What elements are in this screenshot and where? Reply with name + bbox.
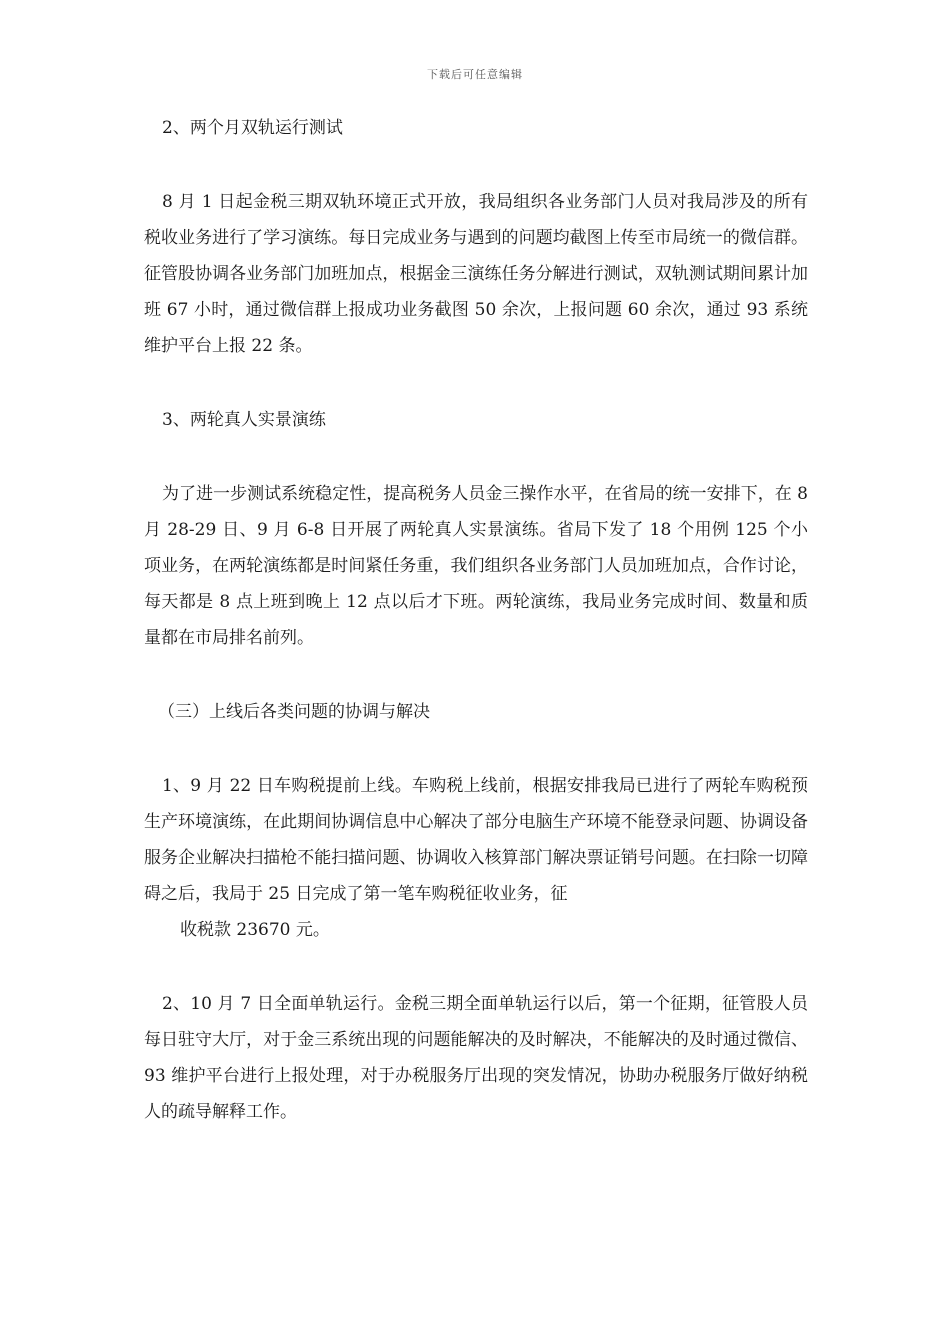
subheading-live-drill: 3、两轮真人实景演练 bbox=[162, 410, 326, 430]
subheading-dual-track-test: 2、两个月双轨运行测试 bbox=[162, 118, 343, 138]
paragraph-live-drill-details: 为了进一步测试系统稳定性，提高税务人员金三操作水平，在省局的统一安排下，在 8 月 28-29 日、9 月 6-8 日开展了两轮真人实景演练。省局下发了 18 个用例 125 个小项业务，在两轮演练都是时间紧任务重，我们组织各业务部门人员加班加点，合作讨论，每天都是 8 点上班到晚上 12 点以后才下班。两轮演练，我局业务完成时间、数量和质量都在市局排名前列。 bbox=[144, 484, 808, 648]
document-body bbox=[144, 110, 808, 1168]
paragraph-single-track-operation: 2、10 月 7 日全面单轨运行。金税三期全面单轨运行以后，第一个征期，征管股人员每日驻守大厅，对于金三系统出现的问题能解决的及时解决，不能解决的及时通过微信、93 维护平台进行上报处理，对于办税服务厅出现的突发情况，协助办税服务厅做好纳税人的疏导解释工作。 bbox=[144, 994, 808, 1122]
paragraph-vehicle-tax-amount: 收税款 23670 元。 bbox=[180, 920, 330, 940]
section-heading-issue-coordination: （三）上线后各类问题的协调与解决 bbox=[158, 702, 430, 722]
paragraph-vehicle-tax-launch: 1、9 月 22 日车购税提前上线。车购税上线前，根据安排我局已进行了两轮车购税预生产环境演练，在此期间协调信息中心解决了部分电脑生产环境不能登录问题、协调设备服务企业解决扫描枪不能扫描问题、协调收入核算部门解决票证销号问题。在扫除一切障碍之后，我局于 25 日完成了第一笔车购税征收业务，征 bbox=[144, 776, 808, 904]
paragraph-dual-track-details: 8 月 1 日起金税三期双轨环境正式开放，我局组织各业务部门人员对我局涉及的所有税收业务进行了学习演练。每日完成业务与遇到的问题均截图上传至市局统一的微信群。征管股协调各业务部门加班加点，根据金三演练任务分解进行测试，双轨测试期间累计加班 67 小时，通过微信群上报成功业务截图 50 余次，上报问题 60 余次，通过 93 系统维护平台上报 22 条。 bbox=[144, 192, 808, 356]
header-note: 下载后可任意编辑 bbox=[427, 68, 523, 81]
